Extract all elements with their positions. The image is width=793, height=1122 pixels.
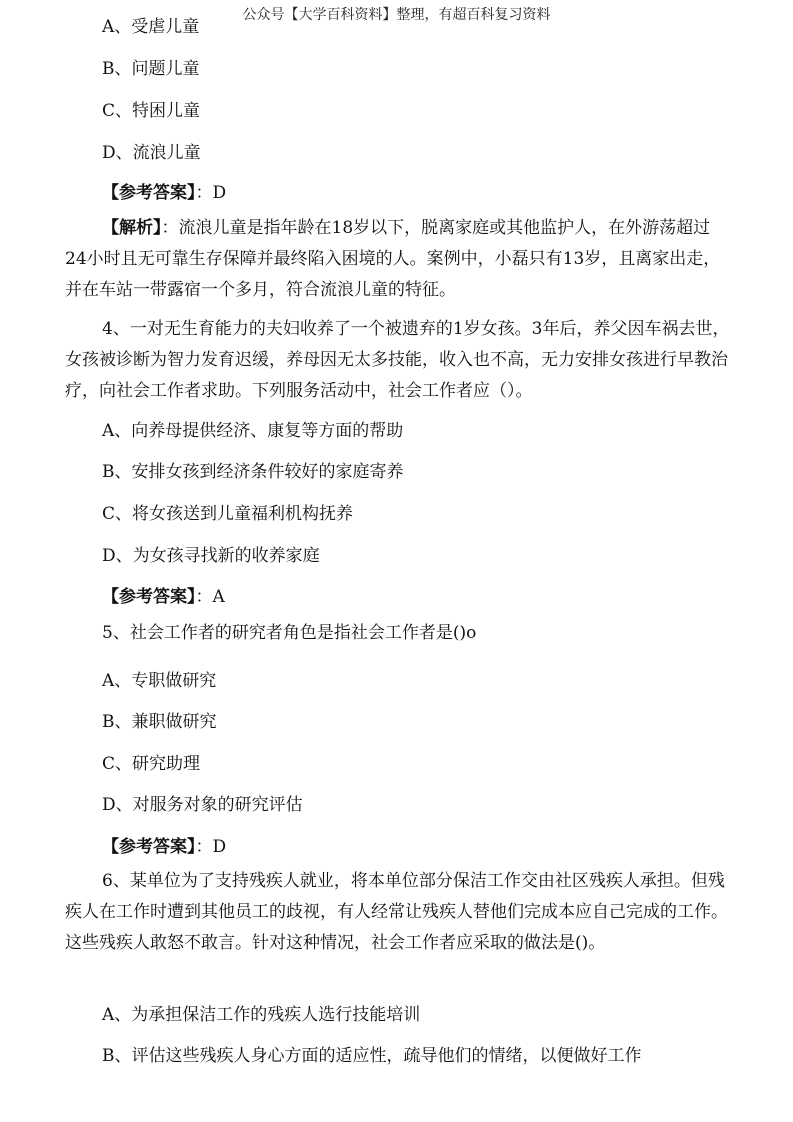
q5-option-b: B、兼职做研究 (102, 712, 217, 732)
header-watermark: 公众号【大学百科资料】整理，有超百科复习资料 (242, 7, 551, 23)
q4-option-d: D、为女孩寻找新的收养家庭 (102, 546, 320, 566)
q3-analysis (65, 213, 730, 306)
q6-option-a: A、为承担保洁工作的残疾人选行技能培训 (102, 1005, 421, 1025)
q4-answer-value: ：A (195, 587, 225, 607)
q5-answer (102, 832, 226, 857)
q3-option-b: B、问题儿童 (102, 59, 200, 79)
q6-stem: 6、某单位为了支持残疾人就业，将本单位部分保洁工作交由社区残疾人承担。但残疾人在工作时遭到其他员工的歧视，有人经常让残疾人替他们完成本应自己完成的工作。这些残疾人敢怒不敢言。针对这种情况，社会工作者应采取的做法是()。 (65, 871, 728, 953)
q6-option-b: B、评估这些残疾人身心方面的适应性，疏导他们的情绪，以便做好工作 (102, 1046, 642, 1066)
q5-option-a: A、专职做研究 (102, 671, 217, 691)
q3-answer-label: 【参考答案】 (102, 183, 196, 203)
q5-option-c: C、研究助理 (102, 754, 201, 774)
q4-option-b: B、安排女孩到经济条件较好的家庭寄养 (102, 462, 404, 482)
q3-analysis-label: 【解析】 (102, 218, 162, 238)
q3-answer (102, 178, 226, 203)
q5-answer-value: ：D (195, 837, 227, 857)
q4-option-a: A、向养母提供经济、康复等方面的帮助 (102, 421, 404, 441)
q5-option-d: D、对服务对象的研究评估 (102, 795, 303, 815)
q3-option-c: C、特困儿童 (102, 101, 201, 121)
q5-stem: 5、社会工作者的研究者角色是指社会工作者是()o (102, 623, 477, 643)
q4-stem: 4、一对无生育能力的夫妇收养了一个被遗弃的1岁女孩。3年后，养父因车祸去世，女孩被诊断为智力发育迟缓，养母因无太多技能，收入也不高，无力安排女孩进行早教治疗，向社会工作者求助。下列服务活动中，社会工作者应（）。 (65, 319, 730, 401)
q4-answer (102, 582, 225, 607)
q4-option-c: C、将女孩送到儿童福利机构抚养 (102, 504, 354, 524)
q3-option-a: A、受虐儿童 (102, 17, 200, 37)
q3-answer-value: ：D (195, 183, 227, 203)
q4-answer-label: 【参考答案】 (102, 587, 196, 607)
q3-analysis-text: ：流浪儿童是指年龄在18岁以下，脱离家庭或其他监护人，在外游荡超过24小时且无可靠生存保障并最终陷入困境的人。案例中，小磊只有13岁，且离家出走，并在车站一带露宿一个多月，符合流浪儿童的特征。 (65, 218, 721, 300)
q3-option-d: D、流浪儿童 (102, 143, 201, 163)
q5-answer-label: 【参考答案】 (102, 837, 196, 857)
